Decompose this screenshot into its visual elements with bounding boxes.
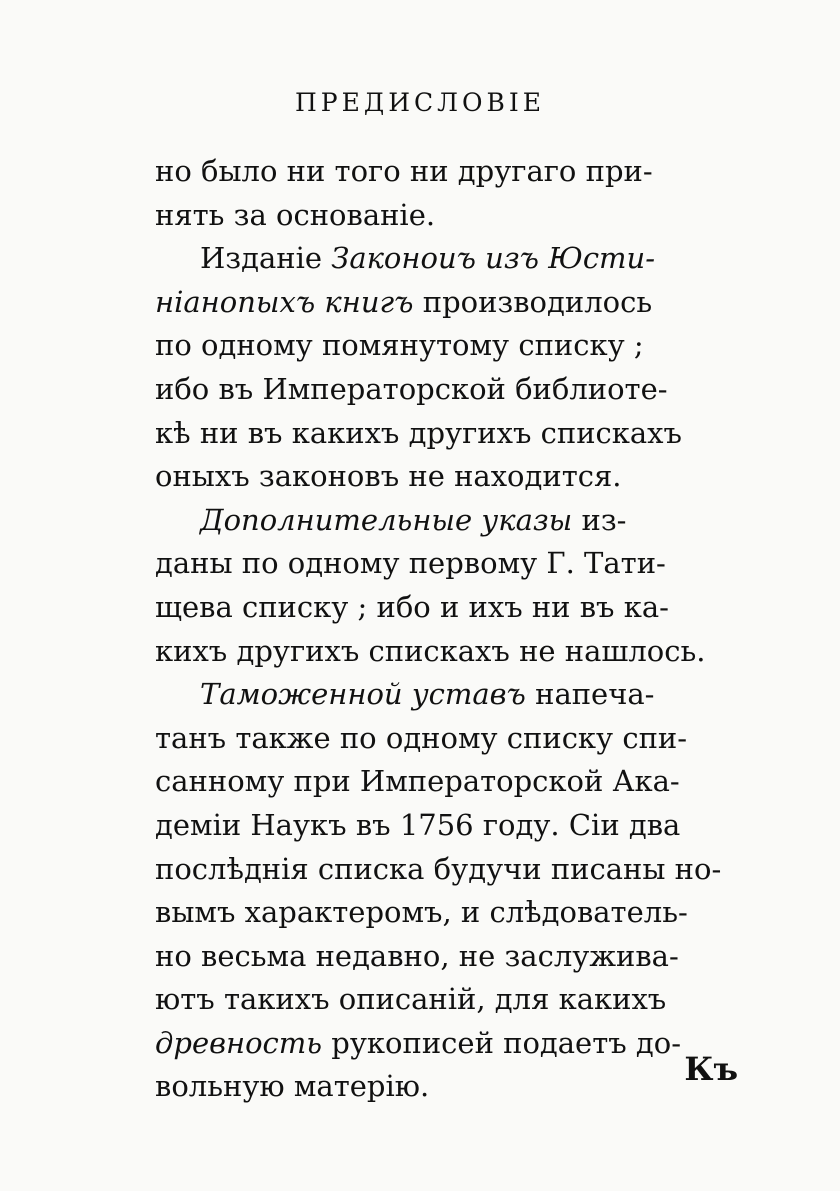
text-line xyxy=(155,237,740,281)
text-span: вольную матерію. xyxy=(155,1069,430,1104)
text-span: по одному помянутому списку ; xyxy=(155,328,644,363)
text-line xyxy=(155,455,740,499)
text-line xyxy=(155,586,740,630)
text-span: рукописей подаетъ до- xyxy=(322,1025,682,1060)
text-span: вымъ характеромъ, и слѣдователь- xyxy=(155,895,688,930)
text-line xyxy=(155,324,740,368)
text-line xyxy=(155,760,740,804)
text-span: щева списку ; ибо и ихъ ни въ ка- xyxy=(155,589,669,624)
text-span: нять за основаніе. xyxy=(155,197,436,232)
text-span: из- xyxy=(572,502,627,537)
italic-phrase: Законоиъ изъ Юсти- xyxy=(331,241,656,276)
text-line xyxy=(155,368,740,412)
text-line xyxy=(155,1065,740,1109)
text-line xyxy=(155,978,740,1022)
text-span: но было ни того ни другаго при- xyxy=(155,154,653,188)
italic-phrase: ніанопыхъ книгъ xyxy=(155,284,414,319)
text-line xyxy=(155,673,740,717)
italic-phrase: древность xyxy=(155,1025,323,1060)
text-line xyxy=(155,194,740,238)
running-head: ПРЕДИСЛОВІЕ xyxy=(295,88,545,117)
text-span: Изданіе xyxy=(200,241,332,276)
text-line xyxy=(155,717,740,761)
text-line xyxy=(155,804,740,848)
text-span: танъ также по одному списку спи- xyxy=(155,720,688,755)
text-line xyxy=(155,848,740,892)
text-span: напеча- xyxy=(525,677,655,712)
text-span: ютъ такихъ описаній, для какихъ xyxy=(155,982,667,1017)
text-line xyxy=(155,630,740,674)
text-line xyxy=(155,1022,740,1066)
text-line xyxy=(155,935,740,979)
text-line xyxy=(155,281,740,325)
text-line xyxy=(155,499,740,543)
text-span: послѣднія списка будучи писаны но- xyxy=(155,851,722,886)
italic-phrase: Дополнительные указы xyxy=(200,502,573,537)
text-line xyxy=(155,412,740,456)
text-span: ибо въ Императорской библиоте- xyxy=(155,371,668,406)
text-span: но весьма недавно, не заслужива- xyxy=(155,938,679,973)
text-span: даны по одному первому Г. Тати- xyxy=(155,546,666,581)
italic-phrase: Таможенной уставъ xyxy=(200,677,526,712)
text-span: кихъ другихъ спискахъ не нашлось. xyxy=(155,633,706,668)
text-span: производилось xyxy=(413,284,653,319)
text-line xyxy=(155,542,740,586)
text-span: кѣ ни въ какихъ другихъ спискахъ xyxy=(155,415,682,450)
text-span: оныхъ законовъ не находится. xyxy=(155,459,622,494)
catchword: Къ xyxy=(684,1050,738,1088)
body-text xyxy=(155,150,740,1109)
text-span: деміи Наукъ въ 1756 году. Сіи два xyxy=(155,807,681,842)
text-line xyxy=(155,150,740,194)
text-span: санному при Императорской Ака- xyxy=(155,764,680,799)
text-line xyxy=(155,891,740,935)
